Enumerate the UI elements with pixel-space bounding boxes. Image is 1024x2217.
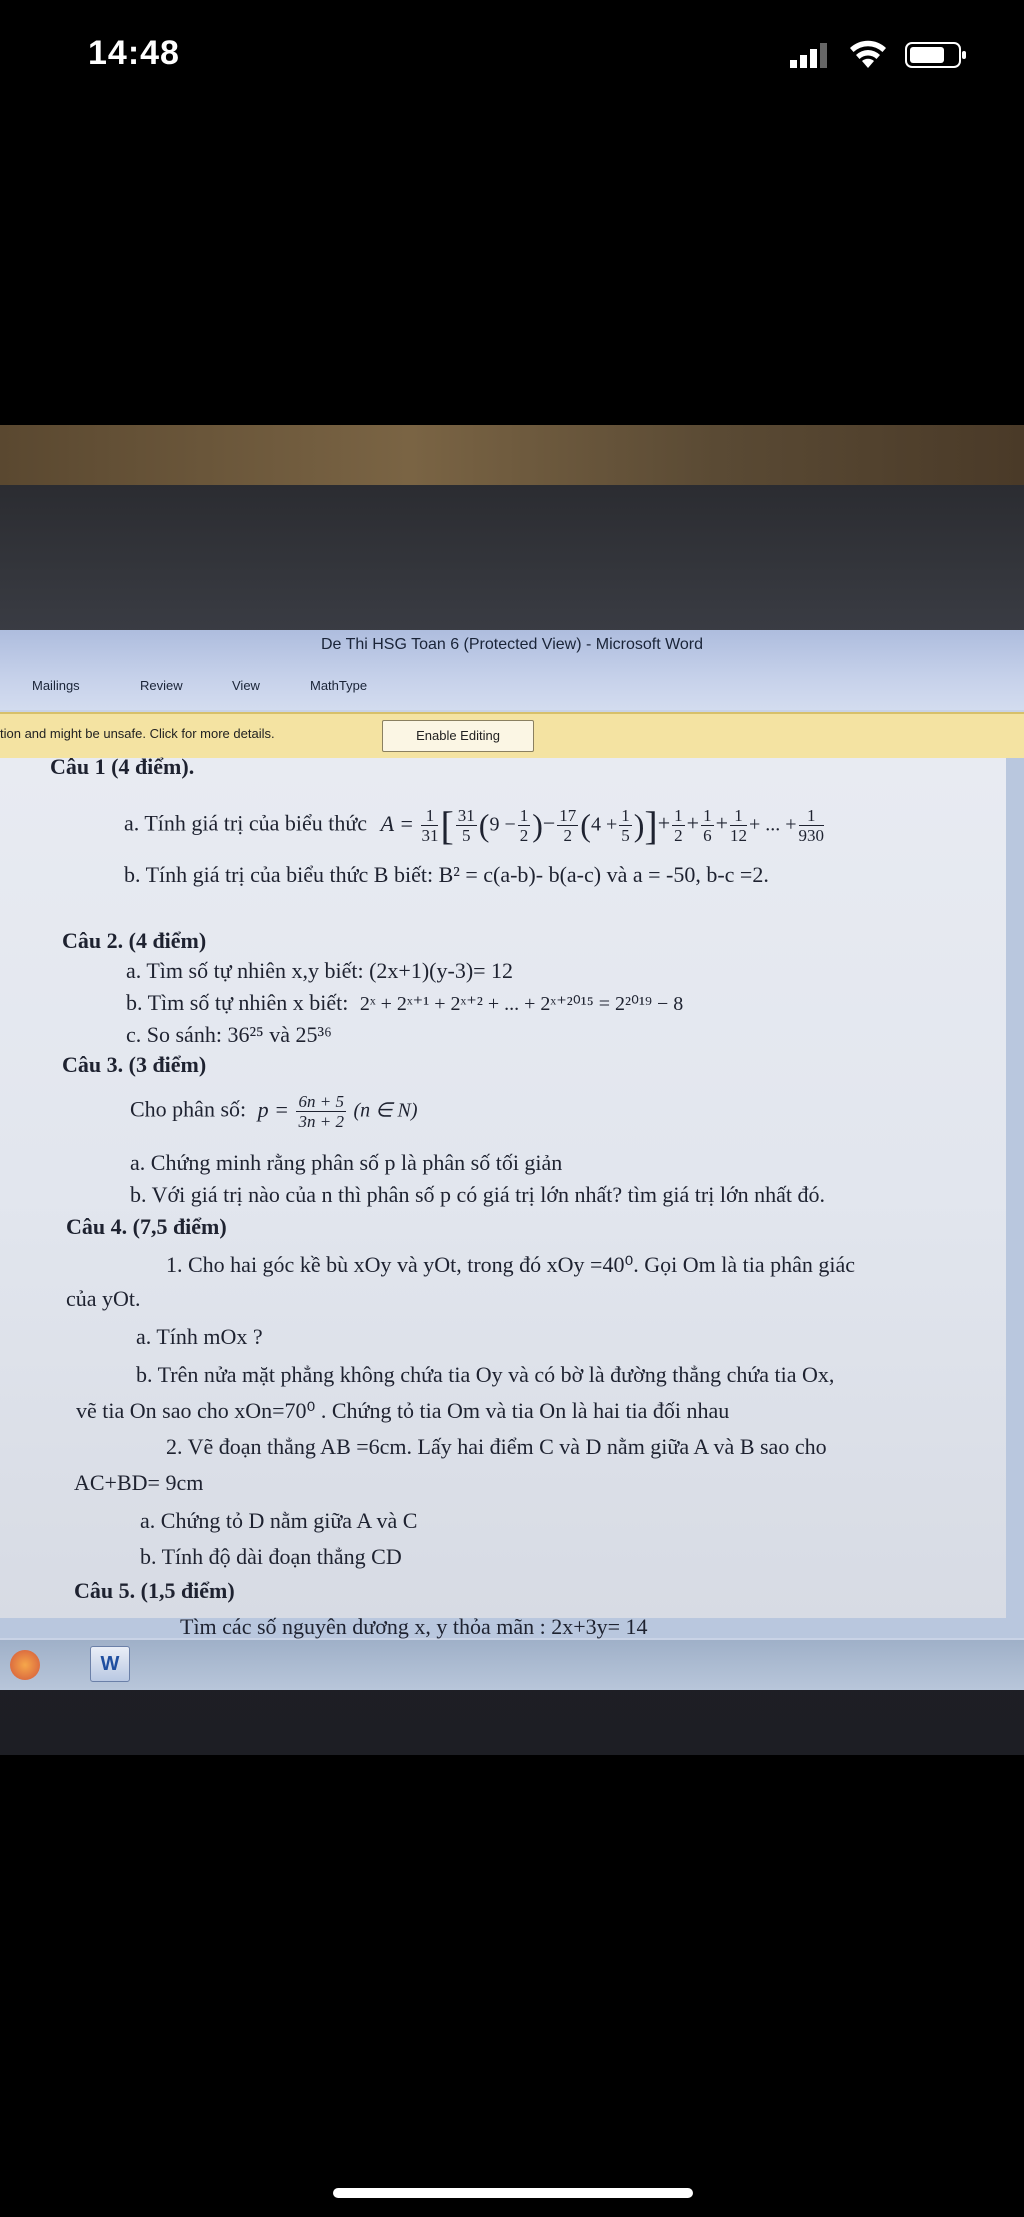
cau2-a: a. Tìm số tự nhiên x,y biết: (2x+1)(y-3)= 12 xyxy=(126,958,514,983)
cau1-a-line: a. Tính giá trị của biểu thức A = $\frac{1}{31}$ [ $\frac{31}{5}$ (9 − $\frac{1}{2}$ )− $\frac{17}{2}$ (4 + $\frac{1}{5}$ )]+ $\frac{1}{2}$ + $\frac{1}{6}$ + $\frac{1}{12}$ + ... + $\frac{1}{930}$ xyxy=(124,803,825,848)
fraction: $\frac{1}{5}$ xyxy=(621,806,630,845)
fraction-p: $\frac{6n + 5}{3n + 2}$ xyxy=(298,1092,344,1131)
monitor-bezel xyxy=(0,485,1024,635)
enable-editing-button[interactable]: Enable Editing xyxy=(382,720,534,752)
fraction: $\frac{31}{5}$ xyxy=(457,806,475,845)
cau4-b-line2: vẽ tia On sao cho xOn=70⁰ . Chứng tỏ tia Om và tia On là hai tia đối nhau xyxy=(76,1398,730,1423)
monitor-screen xyxy=(0,630,1024,1690)
fraction: $\frac{1}{930}$ xyxy=(798,806,825,845)
status-time: 14:48 xyxy=(88,34,180,72)
cau3-heading: Câu 3. (3 điểm) xyxy=(62,1052,207,1077)
signal-icon xyxy=(790,42,830,68)
taskbar xyxy=(0,1640,1024,1690)
browser-icon[interactable] xyxy=(10,1650,40,1680)
background-wall xyxy=(0,425,1024,485)
protected-view-message[interactable]: tion and might be unsafe. Click for more details. xyxy=(0,726,275,741)
cau5-heading: Câu 5. (1,5 điểm) xyxy=(74,1578,235,1603)
fraction: $\frac{1}{2}$ xyxy=(674,806,683,845)
cau4-p1-line2: của yOt. xyxy=(66,1286,141,1311)
word-titlebar xyxy=(0,630,1024,710)
p-condition: (n ∈ N) xyxy=(353,1099,418,1122)
cau1-heading: Câu 1 (4 điểm). xyxy=(50,754,195,779)
cau3-a: a. Chứng minh rằng phân số p là phân số tối giản xyxy=(130,1150,563,1175)
cau2-b-formula: 2ˣ + 2ˣ⁺¹ + 2ˣ⁺² + ... + 2ˣ⁺²⁰¹⁵ = 2²⁰¹⁹ − 8 xyxy=(359,993,684,1015)
window-title: De Thi HSG Toan 6 (Protected View) - Microsoft Word xyxy=(320,636,704,653)
home-indicator[interactable] xyxy=(333,2188,693,2198)
tab-view[interactable]: View xyxy=(232,678,260,693)
tab-mathtype[interactable]: MathType xyxy=(310,678,368,693)
cau1-a-prefix: a. Tính giá trị của biểu thức xyxy=(124,810,368,836)
cau3-intro: Cho phân số: xyxy=(130,1096,247,1122)
formula-part: 9 − xyxy=(489,813,516,836)
cau2-heading: Câu 2. (4 điểm) xyxy=(62,928,207,953)
cau4-b-line1: b. Trên nửa mặt phẳng không chứa tia Oy và có bờ là đường thẳng chứa tia Ox, xyxy=(136,1362,835,1387)
p-lhs: p = xyxy=(257,1096,289,1122)
battery-icon xyxy=(905,42,967,68)
wifi-icon xyxy=(848,38,888,70)
formula-part: − xyxy=(542,810,556,836)
fraction: $\frac{1}{12}$ xyxy=(729,806,747,845)
cau2-c: c. So sánh: 36²⁵ và 25³⁶ xyxy=(126,1022,332,1047)
formula-part: + ... + xyxy=(748,813,797,836)
cau4-a: a. Tính mOx ? xyxy=(136,1324,263,1349)
fraction: $\frac{17}{2}$ xyxy=(559,806,577,845)
tab-mailings[interactable]: Mailings xyxy=(32,678,80,693)
cau4-p2-line2: AC+BD= 9cm xyxy=(74,1470,204,1495)
cau5-text: Tìm các số nguyên dương x, y thỏa mãn : 2x+3y= 14 xyxy=(180,1614,648,1639)
cau3-intro-line xyxy=(130,1092,418,1131)
cau1-b: b. Tính giá trị của biểu thức B biết: B² = c(a-b)- b(a-c) và a = -50, b-c =2. xyxy=(124,862,769,887)
cau4-p2-line1: 2. Vẽ đoạn thẳng AB =6cm. Lấy hai điểm C và D nằm giữa A và B sao cho xyxy=(166,1434,827,1459)
word-taskbar-icon[interactable]: W xyxy=(90,1646,130,1682)
cau4-heading: Câu 4. (7,5 điểm) xyxy=(66,1214,227,1239)
fraction: $\frac{1}{6}$ xyxy=(703,806,712,845)
cau4-c-b: b. Tính độ dài đoạn thẳng CD xyxy=(140,1544,402,1569)
cau3-b: b. Với giá trị nào của n thì phân số p có giá trị lớn nhất? tìm giá trị lớn nhất đó. xyxy=(130,1182,825,1207)
cau4-c-a: a. Chứng tỏ D nằm giữa A và C xyxy=(140,1508,418,1533)
fraction: $\frac{1}{2}$ xyxy=(519,806,529,845)
formula-part: 4 + xyxy=(590,813,618,836)
formula-lhs: A = xyxy=(380,810,414,836)
cau2-b-line xyxy=(126,990,683,1016)
cau4-p1-line1: 1. Cho hai góc kề bù xOy và yOt, trong đó xOy =40⁰. Gọi Om là tia phân giác xyxy=(166,1252,856,1277)
tab-review[interactable]: Review xyxy=(140,678,183,693)
fraction: $\frac{1}{31}$ xyxy=(421,806,439,845)
document-page xyxy=(0,754,1006,1639)
photo xyxy=(0,425,1024,1755)
cau2-b-prefix: b. Tìm số tự nhiên x biết: xyxy=(126,990,349,1015)
